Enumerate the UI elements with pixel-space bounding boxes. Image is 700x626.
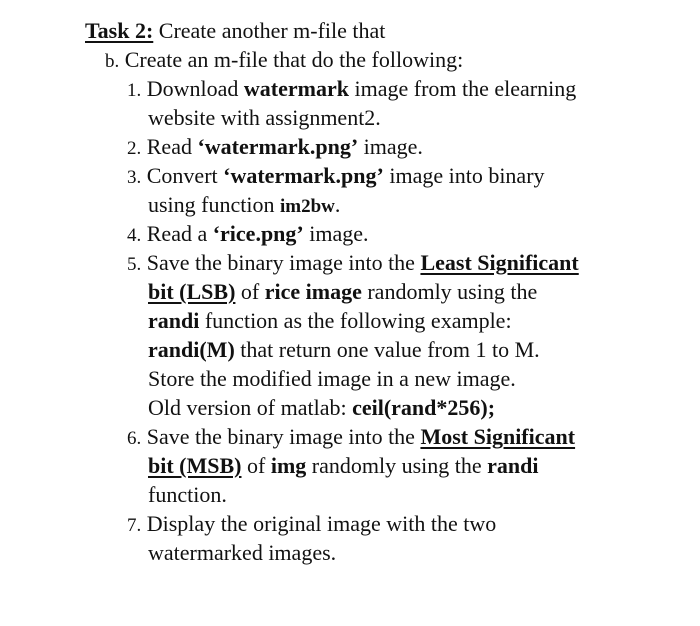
step-5-line-4 [148, 335, 540, 364]
step-bold-underlined-text: bit (MSB) [148, 453, 242, 478]
step-text: Old version of matlab: [148, 395, 353, 420]
step-5-line-3 [148, 306, 512, 335]
step-text: that return one value from 1 to M. [234, 337, 540, 362]
step-text: Download [146, 76, 244, 101]
step-text: function. [148, 482, 227, 507]
step-5-line-2 [148, 277, 537, 306]
step-7-continuation [148, 538, 336, 567]
step-7 [127, 509, 496, 540]
step-text: of [241, 453, 271, 478]
step-5-line-6 [148, 393, 495, 422]
step-6-line-2 [148, 451, 539, 480]
step-bold-text: ‘rice.png’ [212, 221, 304, 246]
step-text: Display the original image with the two [146, 511, 497, 536]
step-bold-text: ‘watermark.png’ [223, 163, 384, 188]
step-bold-text: ceil(rand*256); [352, 395, 496, 420]
step-2 [127, 132, 423, 163]
step-bold-text: randi [148, 308, 200, 333]
step-text: Save the binary image into the [146, 424, 421, 449]
step-3-continuation [148, 190, 340, 221]
step-bold-underlined-text: Least Significant [420, 250, 579, 275]
step-number: 7. [127, 515, 142, 536]
step-6 [127, 422, 575, 453]
task-heading [85, 16, 385, 45]
step-bold-text: img [270, 453, 307, 478]
step-number: 2. [127, 138, 142, 159]
step-bold-text: rice image [264, 279, 362, 304]
subtask-text: Create an m-file that do the following: [124, 47, 464, 72]
step-bold-underlined-text: bit (LSB) [148, 279, 236, 304]
step-text: image from the elearning [348, 76, 577, 101]
step-text: of [235, 279, 265, 304]
step-text: watermarked images. [148, 540, 337, 565]
step-number: 4. [127, 225, 142, 246]
step-text: Read [146, 134, 198, 159]
step-text: image into binary [383, 163, 545, 188]
step-number: 6. [127, 428, 142, 449]
step-bold-text: im2bw [280, 196, 335, 217]
step-text: image. [303, 221, 369, 246]
step-number: 5. [127, 254, 142, 275]
step-bold-underlined-text: Most Significant [420, 424, 576, 449]
step-5 [127, 248, 579, 279]
step-text: randomly using the [361, 279, 538, 304]
subtask-label: b. [105, 51, 120, 72]
step-bold-text: ‘watermark.png’ [197, 134, 359, 159]
step-text: Store the modified image in a new image. [148, 366, 516, 391]
step-1 [127, 74, 576, 105]
step-text: using function [148, 192, 280, 217]
step-3 [127, 161, 545, 192]
step-text: Convert [146, 163, 224, 188]
step-bold-text: randi [487, 453, 539, 478]
step-number: 3. [127, 167, 142, 188]
step-text: Save the binary image into the [146, 250, 421, 275]
step-text: website with assignment2. [148, 105, 381, 130]
step-bold-text: watermark [243, 76, 349, 101]
step-1-continuation [148, 103, 381, 132]
step-6-line-3 [148, 480, 227, 509]
step-bold-text: randi(M) [148, 337, 235, 362]
step-text: image. [358, 134, 423, 159]
step-text: . [334, 192, 341, 217]
task-label: Task 2: [85, 18, 154, 43]
step-5-line-5 [148, 364, 516, 393]
step-text: Read a [146, 221, 213, 246]
subtask-b [105, 45, 463, 76]
step-text: function as the following example: [199, 308, 512, 333]
step-text: randomly using the [306, 453, 488, 478]
task-title: Create another m-file that [158, 18, 386, 43]
step-number: 1. [127, 80, 142, 101]
step-4 [127, 219, 369, 250]
